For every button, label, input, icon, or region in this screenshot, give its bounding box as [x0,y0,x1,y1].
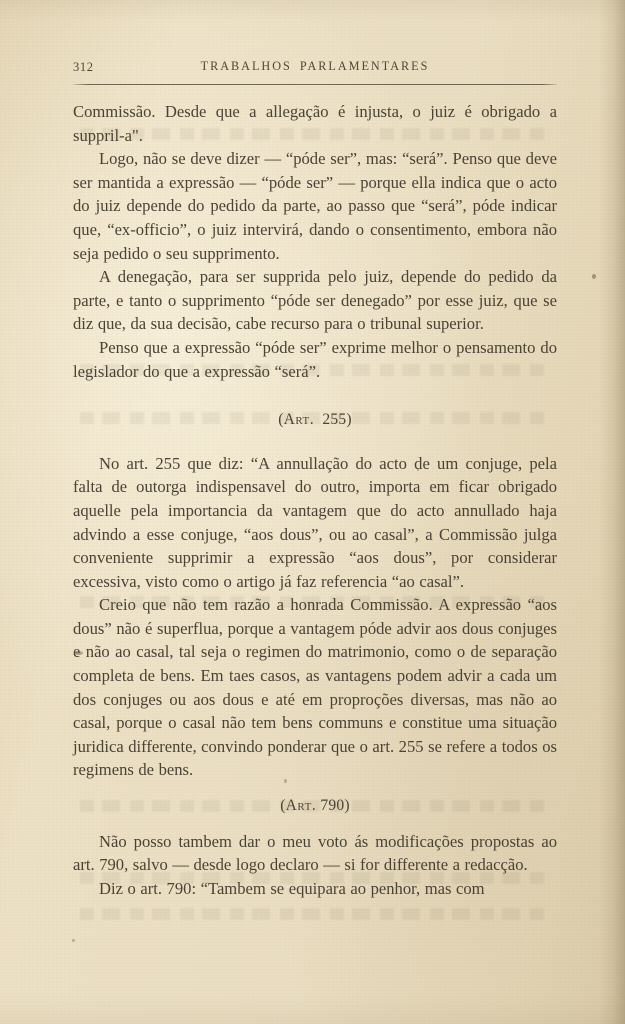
article-label: Art. [283,411,315,429]
article-heading-255 [73,408,557,432]
paragraph: Não posso tambem dar o meu voto ás modificações propostas ao art. 790, salvo — desde logo declaro — si for differente a redacção. [73,831,557,875]
paragraph: No art. 255 que diz: “A annullação do acto de um conjuge, pela falta de outorga indispensavel do outro, importa em ficar obrigado aquelle pela importancia da vantagem que do acto annullado haja advindo a esse conjuge, “aos dous”, ou ao casal”, a Commissão julga conveniente supprimir a expressão “aos dous”, por considerar excessiva, visto como o artigo já faz referencia “ao casal”. [73,453,557,591]
running-head-title: TRABALHOS PARLAMENTARES [200,59,430,73]
paragraph: Diz o art. 790: “Tambem se equipara ao penhor, mas com [99,878,485,898]
paren-close: ) [346,411,352,429]
paragraph: Commissão. Desde que a allegação é injusta, o juiz é obrigado a suppril-a". [73,102,557,145]
spacer [73,432,557,452]
paragraph: A denegação, para ser supprida pelo juiz, depende do pedido da parte, e tanto o supprimento “póde ser denegado” por esse juiz, que se diz que, da sua decisão, cabe recurso para o tribunal superior. [73,267,557,334]
article-number: 255 [322,411,347,429]
paren-open: ( [280,797,286,815]
page-number: 312 [73,60,94,74]
ink-speck [72,939,75,942]
spacer [73,383,557,408]
page-top-shadow [0,0,625,22]
text-column [73,100,557,900]
spacer [73,782,557,794]
article-heading-790 [73,794,557,818]
ink-speck [592,274,596,279]
paragraph: Creio que não tem razão a honrada Commissão. A expressão “aos dous” não é superflua, porque a vantagem póde advir aos dous conjuges e não ao casal, tal seja o regimen do matrimonio, como o de separação completa de bens. Em taes casos, as vantagens podem advir a cada um dos conjuges ou aos dous e até em proproções diversas, mas não ao casal, porque o casal não tem bens communs e constitue uma situação juridica differente, convindo ponderar que o art. 255 se refere a todos os regimens de bens. [73,595,557,780]
show-through-artifact [80,908,550,920]
article-label: Art. [285,797,317,815]
running-head [73,58,557,78]
article-number: 790 [320,797,345,815]
spacer [73,818,557,830]
page-gutter-shadow [599,0,625,1024]
paragraph: Logo, não se deve dizer — “póde ser”, mas: “será”. Penso que deve ser mantida a expressão — “póde ser” — porque ella indica que o acto do juiz depende do pedido da parte, ao passo que “será”, póde indicar que, “ex-officio”, o juiz intervirá, dando o consentimento, embora não seja pedido o seu supprimento. [73,149,557,263]
paragraph: Penso que a expressão “póde ser” exprime melhor o pensamento do legislador do que a expressão “será”. [73,337,557,381]
paren-open: ( [278,411,284,429]
paren-close: ) [344,797,350,815]
page-bottom-shadow [0,994,625,1024]
header-rule [73,84,557,85]
